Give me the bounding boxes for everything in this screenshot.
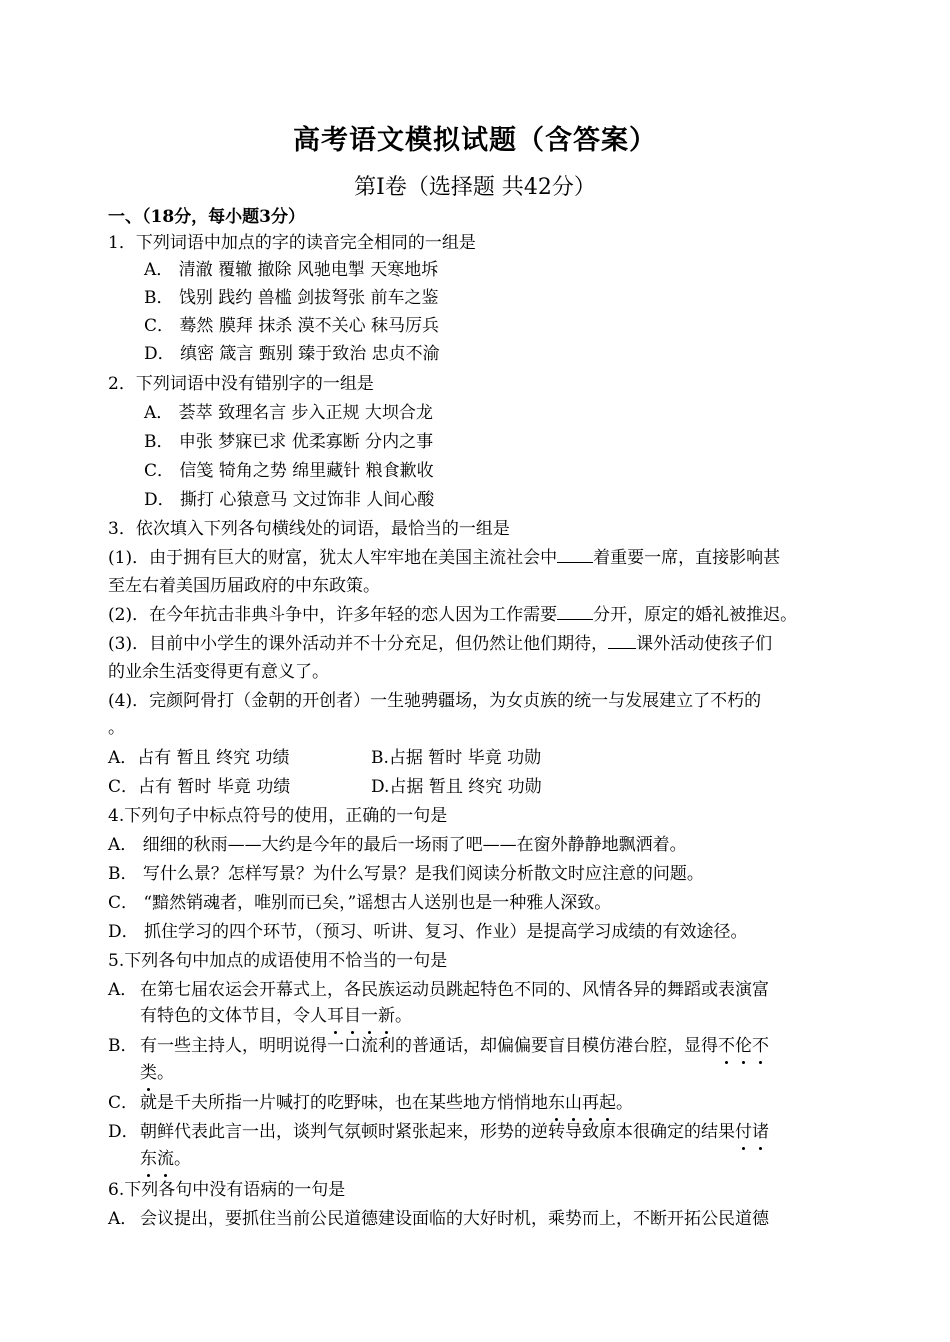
q3-sentence-2: (2)．在今年抗击非典斗争中，许多年轻的恋人因为工作需要 分开，原定的婚礼被推迟。 [108,605,798,625]
q3-options-row-1: A．占有 暂且 终究 功绩 B.占据 暂时 毕竟 功勋 [108,748,542,768]
emphasis-char: 起 [599,1093,616,1113]
emphasis-char: 山 [565,1093,582,1113]
q1-option-b: B． 饯别 践约 兽槛 剑拔弩张 前车之鉴 [144,288,439,308]
q3-sentence-4: (4)．完颜阿骨打（金朝的开创者）一生驰骋疆场，为女贞族的统一与发展建立了不朽的 [108,691,762,711]
q1-option-c: C． 蓦然 膜拜 抹杀 漠不关心 秣马厉兵 [144,316,440,336]
q5-option-b-line1: 有一些主持人，明明说得一口流利的普通话，却偏偏要盲目模仿港台腔，显得不伦不 [140,1036,769,1056]
emphasis-char: 目 [344,1006,361,1026]
page-title: 高考语文模拟试题（含答案） [293,125,657,156]
q5-option-b-line2: 类。 [140,1063,174,1083]
emphasis-char: 伦 [735,1036,752,1056]
q4-option-c: C． “黯然销魂者，唯别而已矣，”谣想古人送别也是一种雅人深致。 [108,893,612,913]
q5-option-d-line1: 朝鲜代表此言一出，谈判气氛顿时紧张起来，形势的逆转导致原本很确定的结果付诸 [140,1122,769,1142]
q6-stem: 6.下列各句中没有语病的一句是 [108,1180,346,1200]
q5-option-c-label: C． [108,1093,139,1113]
q1-option-a: A． 清澈 覆辙 撤除 风驰电掣 天寒地坼 [144,260,439,280]
fill-blank [557,603,593,620]
emphasis-char: 流 [157,1149,174,1169]
emphasis-char: 类 [140,1063,157,1083]
emphasis-char: 再 [582,1093,599,1113]
q1-option-d: D． 缜密 箴言 甄别 臻于致治 忠贞不渝 [144,344,440,364]
q3-sentence-1-cont: 至左右着美国历届政府的中东政策。 [108,576,380,596]
page-subtitle: 第Ⅰ卷（选择题 共42分） [354,175,596,200]
q4-stem: 4.下列句子中标点符号的使用，正确的一句是 [108,806,448,826]
emphasis-char: 付 [735,1122,752,1142]
q4-option-a: A． 细细的秋雨——大约是今年的最后一场雨了吧——在窗外静静地飘洒着。 [108,835,687,855]
q5-option-b-label: B． [108,1036,138,1056]
q4-option-d: D． 抓住学习的四个环节，（预习、听讲、复习、作业）是提高学习成绩的有效途径。 [108,922,748,942]
q3-sentence-1: (1)．由于拥有巨大的财富，犹太人牢牢地在美国主流社会中 着重要一席，直接影响甚 [108,548,781,568]
emphasis-char: 不 [718,1036,735,1056]
section-heading: 一、（18分，每小题3分） [108,207,305,227]
q2-stem: 2．下列词语中没有错别字的一组是 [108,374,374,394]
q1-stem: 1．下列词语中加点的字的读音完全相同的一组是 [108,233,476,253]
q2-option-d: D． 撕打 心猿意马 文过饰非 人间心酸 [144,490,435,510]
emphasis-char: 东 [140,1149,157,1169]
q5-option-a-label: A． [108,980,138,1000]
q4-option-b: B． 写什么景？怎样写景？为什么写景？是我们阅读分析散文时应注意的问题。 [108,864,704,884]
emphasis-char: 不 [752,1036,769,1056]
q3-options-row-2: C．占有 暂时 毕竟 功绩 D.占据 暂且 终究 功勋 [108,777,542,797]
emphasis-char: 东 [548,1093,565,1113]
q6-option-a-label: A． [108,1209,138,1229]
q5-option-d-label: D． [108,1122,139,1142]
q5-option-a-line1: 在第七届农运会开幕式上，各民族运动员跳起特色不同的、风情各异的舞蹈或表演富 [140,980,769,1000]
emphasis-char: 一 [361,1006,378,1026]
emphasis-char: 耳 [327,1006,344,1026]
q2-option-b: B． 申张 梦寐已求 优柔寡断 分内之事 [144,432,434,452]
emphasis-char: 新 [378,1006,395,1026]
q5-stem: 5.下列各句中加点的成语使用不恰当的一句是 [108,951,448,971]
q3-stem: 3．依次填入下列各句横线处的词语，最恰当的一组是 [108,519,510,539]
q6-option-a-line1: 会议提出，要抓住当前公民道德建设面临的大好时机，乘势而上，不断开拓公民道德 [140,1209,769,1229]
fill-blank [608,632,636,649]
q5-option-a-line2: 有特色的文体节目，令人耳目一新。 [140,1006,412,1026]
q2-option-c: C． 信笺 犄角之势 绵里藏针 粮食歉收 [144,461,434,481]
q5-option-d-line2: 东流。 [140,1149,191,1169]
fill-blank [557,546,593,563]
q3-sentence-4-cont: 。 [108,718,125,738]
q3-sentence-3-cont: 的业余生活变得更有意义了。 [108,662,329,682]
q3-sentence-3: (3)．目前中小学生的课外活动并不十分充足，但仍然让他们期待， 课外活动使孩子们 [108,634,773,654]
emphasis-char: 诸 [752,1122,769,1142]
q5-option-c-line1: 就是千夫所指一片喊打的吃野味，也在某些地方悄悄地东山再起。 [140,1093,633,1113]
q2-option-a: A． 荟萃 致理名言 步入正规 大坝合龙 [144,403,433,423]
